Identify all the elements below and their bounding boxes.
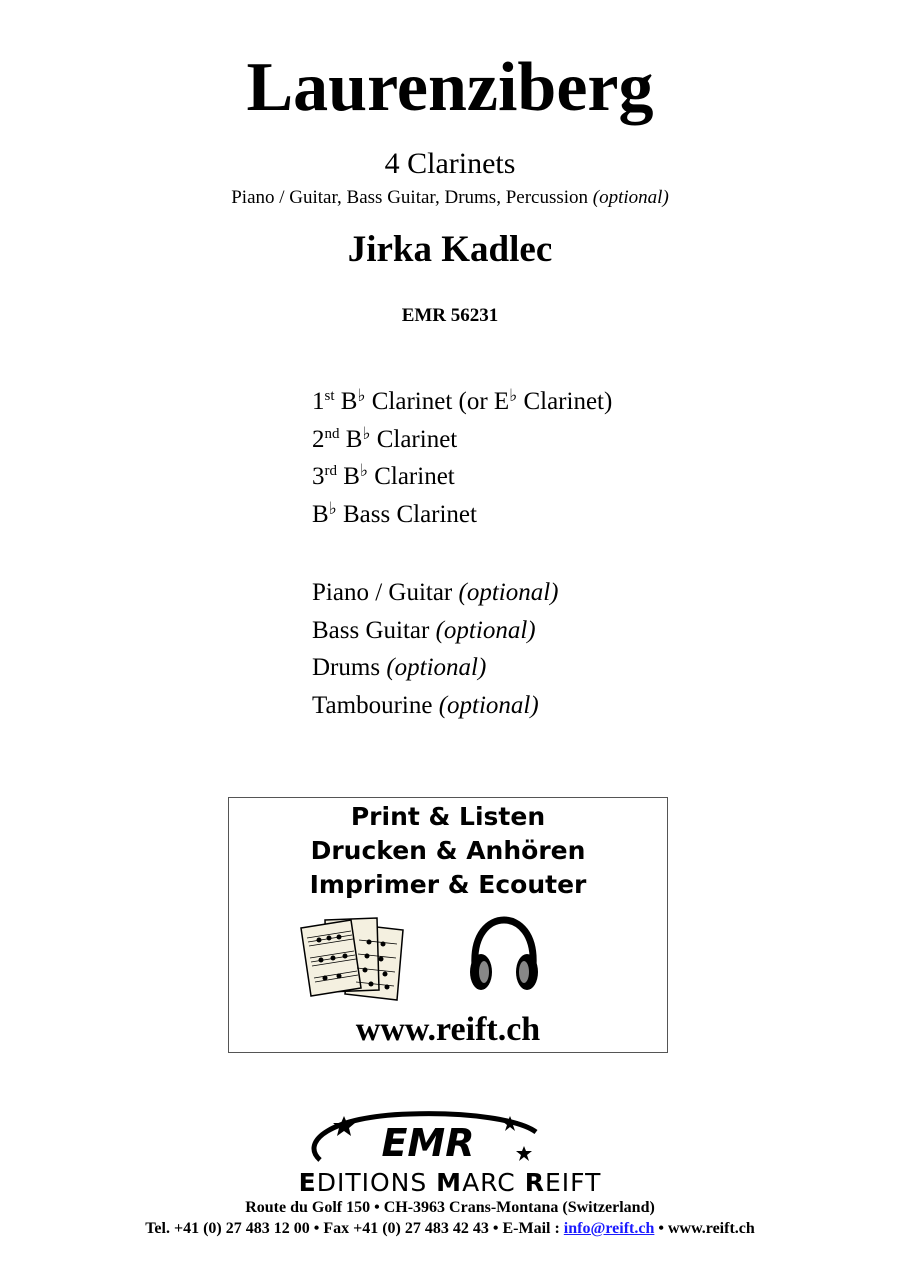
part-key: B: [312, 501, 329, 529]
promo-line-french: Imprimer & Ecouter: [309, 870, 587, 899]
emr-logo-text: EMR: [381, 1121, 475, 1165]
flat-symbol: ♭: [328, 499, 337, 519]
optional-part-name: Piano / Guitar: [312, 579, 459, 606]
publisher-name-part: ARC: [462, 1168, 525, 1197]
publisher-name-part: DITIONS: [316, 1168, 437, 1197]
part-number: 3: [312, 463, 325, 491]
clarinet-part-4: [312, 496, 612, 534]
part-key: B: [337, 463, 360, 491]
catalog-number: EMR 56231: [401, 305, 499, 326]
clarinet-part-2: [312, 421, 612, 459]
composer: Jirka Kadlec: [347, 229, 553, 270]
subtitle: 4 Clarinets: [384, 147, 516, 180]
title: Laurenziberg: [246, 49, 654, 126]
part-ordinal-suffix: rd: [324, 463, 337, 480]
part-name: Bass Clarinet: [336, 501, 477, 529]
clarinet-parts-list: [312, 383, 612, 534]
instrumentation-optional: (optional): [592, 187, 669, 208]
optional-note: (optional): [435, 616, 536, 644]
promo-url[interactable]: www.reift.ch: [355, 1011, 541, 1048]
contact-website: • www.reift.ch: [654, 1220, 755, 1237]
part-name-end: Clarinet): [517, 388, 613, 415]
optional-note: (optional): [458, 579, 559, 606]
publisher-name-part: EIFT: [544, 1168, 602, 1197]
clarinet-part-1: [312, 383, 612, 421]
optional-part-name: Drums: [312, 654, 387, 682]
part-number: 2: [312, 425, 325, 453]
instrumentation-main: Piano / Guitar, Bass Guitar, Drums, Percussion: [231, 187, 589, 208]
contact-phone-fax: Tel. +41 (0) 27 483 12 00 • Fax +41 (0) 27 483 42 43 • E-Mail :: [145, 1220, 564, 1237]
print-listen-box: [228, 797, 668, 1053]
promo-line-english: Print & Listen: [350, 802, 546, 831]
publisher-address: Route du Golf 150 • CH-3963 Crans-Montana (Switzerland): [245, 1199, 655, 1216]
part-name: Clarinet: [370, 425, 458, 453]
optional-part-name: Tambourine: [312, 692, 439, 720]
publisher-contact: [0, 1218, 900, 1240]
promo-line-german: Drucken & Anhören: [310, 836, 586, 865]
optional-part-1: [312, 574, 559, 612]
part-name: Clarinet (or E: [365, 388, 510, 415]
part-ordinal-suffix: nd: [324, 425, 340, 442]
publisher-initial: R: [524, 1168, 545, 1197]
emr-logo: [300, 1108, 550, 1166]
part-name: Clarinet: [367, 463, 455, 491]
flat-symbol: ♭: [509, 386, 518, 405]
part-ordinal-suffix: st: [324, 388, 335, 404]
publisher-initial: M: [436, 1168, 463, 1197]
optional-parts-list: [312, 574, 559, 725]
optional-part-name: Bass Guitar: [312, 616, 436, 644]
flat-symbol: ♭: [362, 423, 371, 443]
instrumentation-line: [0, 186, 900, 210]
sheet-music-icon: [299, 914, 415, 1002]
optional-part-2: [312, 612, 559, 650]
optional-part-4: [312, 687, 559, 725]
optional-part-3: [312, 649, 559, 687]
part-number: 1: [312, 388, 325, 415]
flat-symbol: ♭: [357, 386, 366, 405]
publisher-initial: E: [298, 1168, 317, 1197]
flat-symbol: ♭: [359, 461, 368, 481]
part-key: B: [339, 425, 363, 453]
optional-note: (optional): [438, 692, 539, 720]
part-key: B: [334, 388, 358, 415]
clarinet-part-3: [312, 458, 612, 496]
publisher-name: [0, 1168, 900, 1198]
optional-note: (optional): [386, 654, 487, 682]
email-link[interactable]: info@reift.ch: [563, 1220, 655, 1237]
headphones-icon: [467, 914, 541, 996]
